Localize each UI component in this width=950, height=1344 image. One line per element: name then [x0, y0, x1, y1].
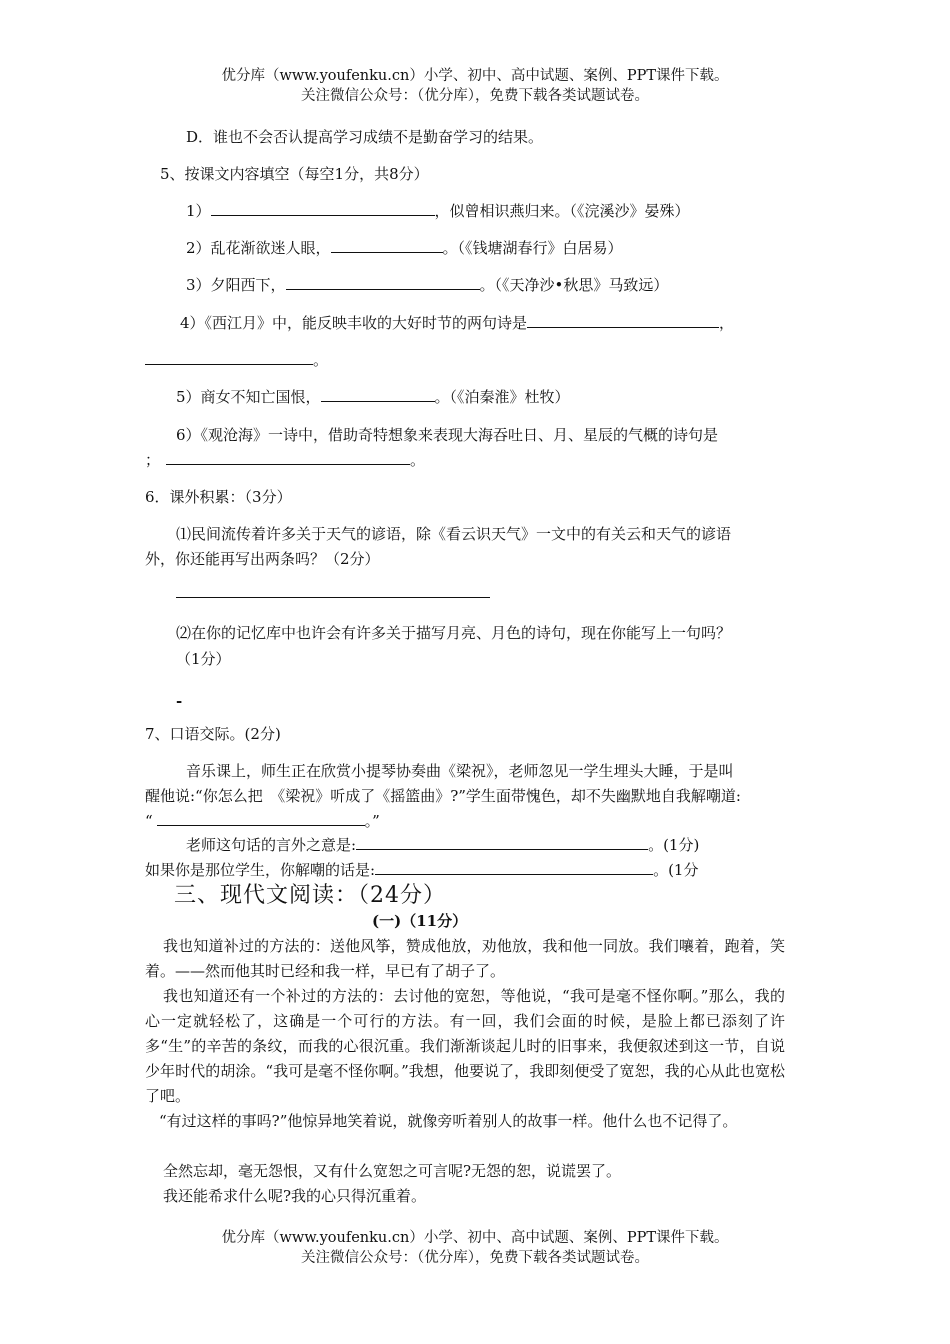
q5-item-4-line-2 — [145, 349, 328, 371]
q6-part1-line-1: ⑴民间流传着许多关于天气的谚语，除《看云识天气》一文中的有关云和天气的谚语 — [176, 525, 732, 543]
q7-title: 7、口语交际。(2分) — [145, 725, 281, 743]
q5-item-2-prefix: 2）乱花渐欲迷人眼， — [186, 239, 331, 257]
q5-item-2 — [186, 237, 623, 259]
q6-part2-line-1: ⑵在你的记忆库中也许会有许多关于描写月亮、月色的诗句，现在你能写上一句吗？ — [176, 624, 732, 642]
q5-item-2-suffix: 。（《钱塘湖春行》白居易） — [442, 239, 623, 257]
q5-item-3-suffix: 。（《天净沙•秋思》马致远） — [479, 276, 669, 294]
q5-item-4-blank-2[interactable] — [145, 349, 313, 365]
section3-paragraph-1: 我也知道补过的方法的：送他风筝，赞成他放，劝他放，我和他一同放。我们嚷着，跑着，笑着。——然而他其时已经和我一样，早已有了胡子了。 — [145, 937, 785, 980]
q5-item-1-blank[interactable] — [211, 200, 435, 216]
q7-ask-2-suffix: 。(1分 — [653, 861, 699, 879]
section3-subtitle: (一)（11分） — [372, 912, 468, 930]
q7-quote-answer — [145, 810, 380, 832]
q7-ask-1-suffix: 。(1分) — [648, 836, 700, 854]
q5-item-5 — [176, 386, 570, 408]
footer-line-2: 关注微信公众号：（优分库），免费下载各类试题试卷。 — [301, 1250, 649, 1266]
q6-title: 6．课外积累：（3分） — [145, 488, 292, 506]
header-line-2: 关注微信公众号：（优分库），免费下载各类试题试卷。 — [301, 88, 649, 104]
q7-para-line-2: 醒他说:“你怎么把 《梁祝》听成了《摇篮曲》?”学生面带愧色，却不失幽默地自我解嘲道: — [145, 787, 741, 805]
q5-item-4-suffix: ， — [719, 314, 735, 332]
section3-paragraph-3: “有过这样的事吗?”他惊异地笑着说，就像旁听着别人的故事一样。他什么也不记得了。 — [159, 1112, 738, 1130]
q5-item-6-suffix: 。 — [410, 451, 426, 469]
header-line-1: 优分库（www.youfenku.cn）小学、初中、高中试题、案例、PPT课件下载。 — [221, 68, 729, 84]
q6-part1-blank[interactable] — [176, 582, 490, 598]
q7-para-line-1: 音乐课上，师生正在欣赏小提琴协奏曲《梁祝》，老师忽见一学生埋头大睡，于是叫 — [186, 762, 734, 780]
q6-part1-answer — [176, 582, 490, 604]
q5-item-6-line-2 — [145, 449, 425, 471]
q5-item-5-prefix: 5）商女不知亡国恨， — [176, 388, 321, 406]
footer-line-1: 优分库（www.youfenku.cn）小学、初中、高中试题、案例、PPT课件下载。 — [221, 1230, 729, 1246]
q5-item-3-blank[interactable] — [286, 274, 480, 290]
section3-paragraph-2: 我也知道还有一个补过的方法的：去讨他的宽恕，等他说，“我可是毫不怪你啊。”那么，我的心一定就轻松了，这确是一个可行的方法。有一回，我们会面的时候，是脸上都已添刻了许多“生”的辛苦的条纹，而我的心很沉重。我们渐渐谈起儿时的旧事来，我便叙述到这一节，自说少年时代的胡涂。“我可是毫不怪你啊。”我想，他要说了，我即刻便受了宽恕，我的心从此也宽松了吧。 — [145, 987, 785, 1105]
q5-item-4-end: 。 — [313, 351, 329, 369]
q7-ask-2 — [145, 859, 698, 881]
q7-ask-1 — [186, 834, 699, 856]
option-d: D．谁也不会否认提高学习成绩不是勤奋学习的结果。 — [186, 128, 544, 146]
q5-item-5-suffix: 。（《泊秦淮》杜牧） — [434, 388, 570, 406]
q5-item-5-blank[interactable] — [321, 386, 435, 402]
section3-title: 三、现代文阅读：（24分） — [174, 883, 446, 908]
q7-ask-2-blank[interactable] — [375, 859, 653, 875]
q7-ask-2-prefix: 如果你是那位学生，你解嘲的话是: — [145, 861, 376, 879]
q5-item-4-prefix: 4）《西江月》中，能反映丰收的大好时节的两句诗是 — [180, 314, 528, 332]
section3-paragraph-5: 我还能希求什么呢?我的心只得沉重着。 — [163, 1187, 427, 1205]
q5-item-1 — [186, 200, 690, 222]
q6-part1-line-2: 外，你还能再写出两条吗？（2分） — [145, 550, 380, 568]
q5-item-1-prefix: 1） — [186, 202, 211, 220]
q5-title: 5、按课文内容填空（每空1分，共8分） — [160, 165, 429, 183]
q6-part2-line-2: （1分） — [176, 650, 231, 668]
q7-ask-1-blank[interactable] — [356, 834, 648, 850]
q7-quote-close: 。” — [364, 812, 380, 830]
q7-ask-1-prefix: 老师这句话的言外之意是: — [186, 836, 357, 854]
q5-item-6: 6）《观沧海》一诗中，借助奇特想象来表现大海吞吐日、月、星辰的气概的诗句是 — [176, 426, 719, 444]
q5-item-2-blank[interactable] — [331, 237, 443, 253]
section3-paragraph-4: 全然忘却，毫无怨恨，又有什么宽恕之可言呢?无怨的恕，说谎罢了。 — [163, 1162, 622, 1180]
q7-quote-open: “ — [145, 812, 153, 830]
q5-item-1-suffix: ，似曾相识燕归来。（《浣溪沙》晏殊） — [434, 202, 690, 220]
q5-item-6-blank[interactable] — [166, 449, 410, 465]
q5-item-3-prefix: 3）夕阳西下， — [186, 276, 286, 294]
q5-item-4 — [180, 312, 734, 334]
q5-item-3 — [186, 274, 668, 296]
q6-dash: - — [176, 692, 183, 710]
q5-item-4-blank-1[interactable] — [527, 312, 719, 328]
q5-item-6-semicolon: ； — [145, 451, 161, 469]
q7-quote-blank[interactable] — [157, 810, 365, 826]
